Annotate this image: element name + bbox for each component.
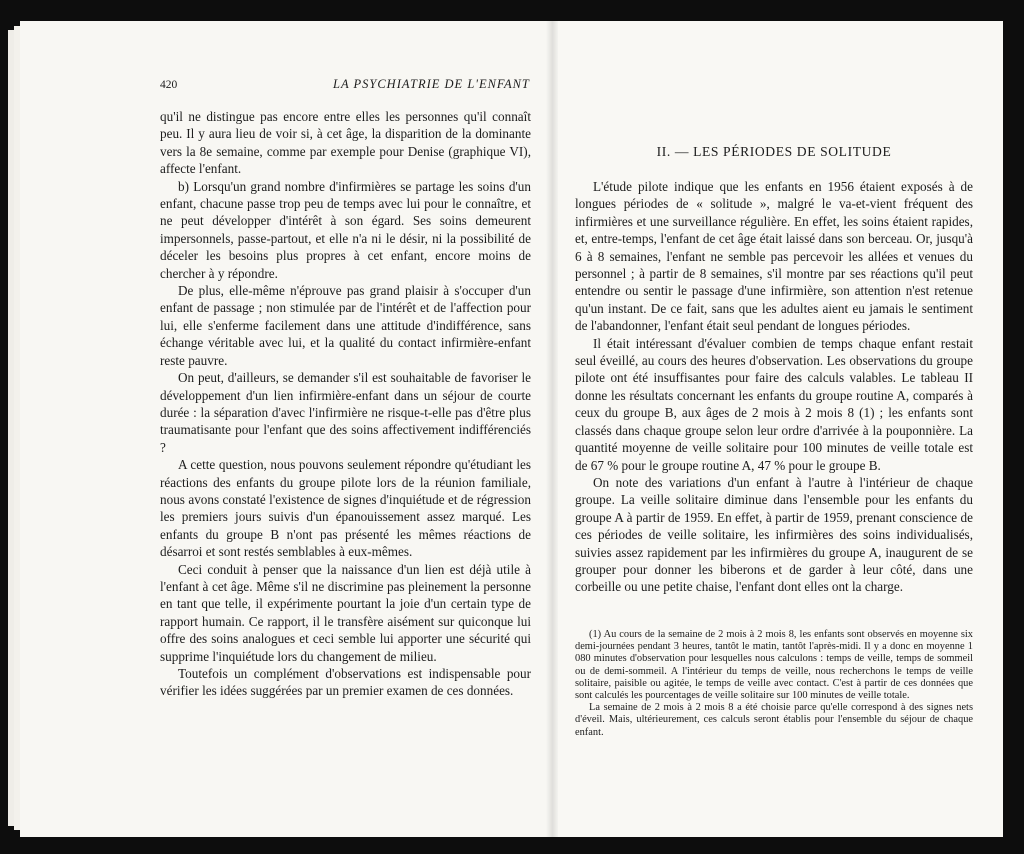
book-gutter [546,21,558,837]
paragraph: L'étude pilote indique que les enfants en 1956 étaient exposés à de longues périodes de « solitude », malgré le va-et-vient fréquent des infirmières et une surveillance régulière. En effet, les soins étaient rapides, et, entre-temps, l'enfant de cet âge était laissé dans son berceau. Or, jusqu'à 6 à 8 semaines, l'enfant ne semble pas percevoir les allées et venues du personnel ; à partir de 8 semaines, s'il montre par ses réactions qu'il peut entendre ou sentir le passage d'une infirmière, son attention n'est retenue qu'un instant. De ce fait, sans que les adultes aient eu jamais le sentiment de l'abandonner, l'enfant était seul pendant de longues périodes. [575,179,973,334]
paragraph: On note des variations d'un enfant à l'autre à l'intérieur de chaque groupe. La veille solitaire diminue dans l'ensemble pour les enfants du groupe A à partir de 1959. En effet, à partir de 1959, prenant conscience de ces périodes de veille solitaire, les infirmières des soins individualisés, suivies assez rapidement par les infirmières du groupe A, inaugurent de se grouper pour donner les biberons et de garder à leur côté, dans une corbeille ou une petite chaise, l'enfant dont elles ont la charge. [575,474,973,595]
footnote: (1) Au cours de la semaine de 2 mois à 2 mois 8, les enfants sont observés en moyenne six demi-journées pendant 3 heures, tantôt le matin, tantôt l'après-midi. Il y a donc en moyenne 1 080 minutes d'observation pour lesquelles nous calculons : temps de veille, temps de sommeil ou de demi-sommeil. A l'intérieur du temps de veille, nous recherchons le temps de veille solitaire, paisible ou agitée, le temps de veille avec contact. C'est à partir de ces données que sont calculés les pourcentages de veille solitaire sur 100 minutes de veille totale. [575,629,973,702]
paragraph: b) Lorsqu'un grand nombre d'infirmières se partage les soins d'un enfant, chacune passe trop peu de temps avec lui pour le connaître, et ne peut développer d'intérêt à son égard. Ses soins demeurent impersonnels, passe-partout, et elle n'a ni le désir, ni la possibilité de déceler les besoins plus propres à cet enfant, encore moins de chercher à y répondre. [160,178,531,281]
footnotes [575,629,973,739]
left-page-body [160,108,531,700]
paragraph: Toutefois un complément d'observations est indispensable pour vérifier les idées suggérées par un premier examen de ces données. [160,666,531,699]
paragraph: Il était intéressant d'évaluer combien de temps chaque enfant restait seul éveillé, au cours des heures d'observation. Les observations du groupe pilote ont été insuffisantes pour faire des calculs valables. Le tableau II donne les résultats concernant les enfants du groupe routine A, comparés à ceux du groupe B, aux âges de 2 mois à 2 mois 8 (1) ; les enfants sont classés dans chaque groupe selon leur ordre d'arrivée à la pouponnière. La quantité moyenne de veille solitaire pour 100 minutes de veille totale est de 67 % pour le groupe routine A, 47 % pour le groupe B. [575,335,973,473]
footnote: La semaine de 2 mois à 2 mois 8 a été choisie parce qu'elle correspond à des signes nets d'éveil. Mais, ultérieurement, ces calculs seront établis pour l'ensemble du séjour de chaque enfant. [575,702,973,738]
running-head [160,77,530,95]
paragraph: A cette question, nous pouvons seulement répondre qu'étudiant les réactions des enfants du groupe pilote lors de la réunion familiale, nous avons constaté l'existence de signes d'inquiétude et de régression les premiers jours suivis d'un épanouissement assez marqué. Les enfants du groupe B n'ont pas présenté les mêmes réactions de désarroi et sont restés semblables à eux-mêmes. [160,457,531,560]
paragraph: On peut, d'ailleurs, se demander s'il est souhaitable de favoriser le développement d'un lien infirmière-enfant dans un séjour de courte durée : la séparation d'avec l'infirmière ne risque-t-elle pas d'être plus traumatisante pour l'enfant que des soins affectivement indifférenciés ? [160,370,531,455]
section-title: II. — LES PÉRIODES DE SOLITUDE [656,144,892,159]
paragraph: Ceci conduit à penser que la naissance d'un lien est déjà utile à l'enfant à cet âge. Même s'il ne discrimine pas pleinement la personne en tant que telle, il expérimente pourtant la joie d'un certain type de rapport humain. Ce rapport, il le transfère aisément sur quiconque lui offre des soins analogues et ceci semble lui apporter une sécurité qui supprime l'inquiétude lors du changement de milieu. [160,561,531,664]
paragraph: De plus, elle-même n'éprouve pas grand plaisir à s'occuper d'un enfant de passage ; non stimulée par de l'intérêt et de l'affection pour lui, elle s'enferme facilement dans une attitude d'indifférence, sans échange véritable avec lui, et la qualité du contact infirmière-enfant reste pauvre. [160,283,531,368]
running-title: LA PSYCHIATRIE DE L'ENFANT [333,77,530,91]
right-page-body [575,178,973,596]
page-number: 420 [160,79,178,91]
paragraph: qu'il ne distingue pas encore entre elles les personnes qu'il connaît peu. Il y aura lieu de voir si, à cet âge, la disparition de la dominante vers la 8e semaine, comme par exemple pour Denise (graphique VI), affecte l'enfant. [160,109,531,177]
